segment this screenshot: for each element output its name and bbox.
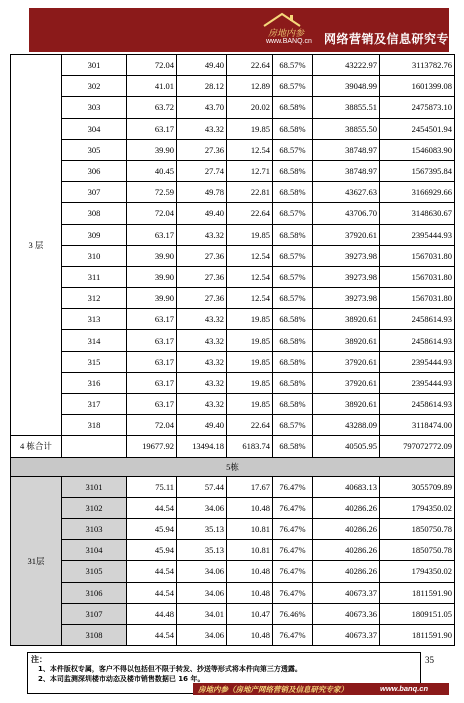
notes-heading: 注： <box>31 655 47 664</box>
inner-area-cell: 49.40 <box>177 415 227 436</box>
area-cell: 63.17 <box>127 372 177 393</box>
unit-price-cell: 43706.70 <box>313 203 380 224</box>
unit-price-cell: 40673.37 <box>313 582 380 603</box>
unit-price-cell: 39048.99 <box>313 76 380 97</box>
unit-cell: 304 <box>62 118 127 139</box>
unit-cell: 311 <box>62 266 127 287</box>
ratio-cell: 76.47% <box>273 624 313 645</box>
area-cell: 44.54 <box>127 497 177 518</box>
inner-area-cell: 43.32 <box>177 309 227 330</box>
unit-cell: 302 <box>62 76 127 97</box>
ratio-cell: 68.57% <box>273 415 313 436</box>
area-cell: 72.04 <box>127 415 177 436</box>
unit-price-cell: 38855.51 <box>313 97 380 118</box>
unit-cell: 3108 <box>62 624 127 645</box>
unit-price-cell: 40286.26 <box>313 518 380 539</box>
table-row <box>11 118 455 139</box>
ratio-cell: 68.57% <box>273 266 313 287</box>
total-price-cell: 3166929.66 <box>380 182 455 203</box>
table-row <box>11 330 455 351</box>
unit-cell: 318 <box>62 415 127 436</box>
total-price-cell: 2395444.93 <box>380 372 455 393</box>
banner-title: 网络营销及信息研究专家 <box>324 32 462 46</box>
area-cell: 63.17 <box>127 330 177 351</box>
inner-area-cell: 43.32 <box>177 372 227 393</box>
total-price-cell: 1811591.90 <box>380 582 455 603</box>
building-label: 5栋 <box>11 457 455 476</box>
unit-cell: 312 <box>62 288 127 309</box>
unit-cell: 303 <box>62 97 127 118</box>
unit-price-cell: 40673.37 <box>313 624 380 645</box>
area-cell: 41.01 <box>127 76 177 97</box>
ratio-cell: 68.58% <box>273 351 313 372</box>
unit-price-cell: 40286.26 <box>313 561 380 582</box>
unit-price-cell: 38920.61 <box>313 309 380 330</box>
area-cell: 63.17 <box>127 309 177 330</box>
unit-cell: 309 <box>62 224 127 245</box>
shared-area-cell: 10.81 <box>227 540 273 561</box>
area-cell: 44.54 <box>127 561 177 582</box>
inner-area-cell: 49.40 <box>177 203 227 224</box>
table-row <box>11 394 455 415</box>
shared-area-cell: 22.64 <box>227 415 273 436</box>
ratio-cell: 68.58% <box>273 330 313 351</box>
table-row <box>11 266 455 287</box>
unit-price-cell: 40286.26 <box>313 497 380 518</box>
ratio-cell: 68.58% <box>273 160 313 181</box>
table-row <box>11 351 455 372</box>
ratio-cell: 76.47% <box>273 476 313 497</box>
ratio-cell: 68.57% <box>273 55 313 76</box>
shared-area-cell: 12.54 <box>227 266 273 287</box>
area-cell: 63.72 <box>127 97 177 118</box>
unit-price-cell: 38920.61 <box>313 394 380 415</box>
shared-area-cell: 19.85 <box>227 330 273 351</box>
total-price-cell: 3113782.76 <box>380 55 455 76</box>
ratio-cell: 68.58% <box>273 182 313 203</box>
area-cell: 40.45 <box>127 160 177 181</box>
table-row <box>11 603 455 624</box>
inner-area-cell: 43.70 <box>177 97 227 118</box>
total-cell: 68.58% <box>273 436 313 457</box>
table-row <box>11 309 455 330</box>
inner-area-cell: 28.12 <box>177 76 227 97</box>
inner-area-cell: 27.36 <box>177 139 227 160</box>
total-cell <box>62 436 127 457</box>
brand-url: www.BANQ.cn <box>266 38 312 45</box>
unit-cell: 310 <box>62 245 127 266</box>
unit-price-cell: 38748.97 <box>313 160 380 181</box>
area-cell: 63.17 <box>127 394 177 415</box>
area-cell: 63.17 <box>127 224 177 245</box>
ratio-cell: 68.58% <box>273 118 313 139</box>
inner-area-cell: 43.32 <box>177 394 227 415</box>
shared-area-cell: 12.54 <box>227 139 273 160</box>
table-row <box>11 518 455 539</box>
total-price-cell: 1794350.02 <box>380 561 455 582</box>
ratio-cell: 68.57% <box>273 245 313 266</box>
area-cell: 39.90 <box>127 139 177 160</box>
total-price-cell: 3118474.00 <box>380 415 455 436</box>
shared-area-cell: 10.48 <box>227 561 273 582</box>
area-cell: 45.94 <box>127 540 177 561</box>
inner-area-cell: 34.06 <box>177 561 227 582</box>
total-price-cell: 1794350.02 <box>380 497 455 518</box>
table-row <box>11 224 455 245</box>
area-cell: 39.90 <box>127 288 177 309</box>
shared-area-cell: 20.02 <box>227 97 273 118</box>
ratio-cell: 76.46% <box>273 603 313 624</box>
unit-price-cell: 37920.61 <box>313 351 380 372</box>
table-row <box>11 372 455 393</box>
unit-cell: 308 <box>62 203 127 224</box>
inner-area-cell: 43.32 <box>177 330 227 351</box>
shared-area-cell: 12.89 <box>227 76 273 97</box>
table-row <box>11 160 455 181</box>
total-price-cell: 1850750.78 <box>380 518 455 539</box>
total-cell: 40505.95 <box>313 436 380 457</box>
ratio-cell: 76.47% <box>273 561 313 582</box>
unit-cell: 3103 <box>62 518 127 539</box>
table-row <box>11 561 455 582</box>
inner-area-cell: 34.06 <box>177 497 227 518</box>
unit-price-cell: 39273.98 <box>313 288 380 309</box>
table-row <box>11 203 455 224</box>
footer-brand: 房地内参（房地产网络营销及信息研究专家） <box>198 685 348 694</box>
unit-cell: 315 <box>62 351 127 372</box>
total-row <box>11 436 455 457</box>
table-row <box>11 245 455 266</box>
inner-area-cell: 35.13 <box>177 540 227 561</box>
table-row <box>11 540 455 561</box>
unit-cell: 3104 <box>62 540 127 561</box>
area-cell: 44.54 <box>127 582 177 603</box>
shared-area-cell: 19.85 <box>227 309 273 330</box>
table-row <box>11 288 455 309</box>
shared-area-cell: 12.54 <box>227 288 273 309</box>
unit-price-cell: 39273.98 <box>313 245 380 266</box>
shared-area-cell: 12.54 <box>227 245 273 266</box>
unit-cell: 3107 <box>62 603 127 624</box>
shared-area-cell: 19.85 <box>227 394 273 415</box>
shared-area-cell: 19.85 <box>227 351 273 372</box>
shared-area-cell: 22.81 <box>227 182 273 203</box>
table-row <box>11 139 455 160</box>
unit-price-cell: 40286.26 <box>313 540 380 561</box>
shared-area-cell: 17.67 <box>227 476 273 497</box>
building-header-row <box>11 457 455 476</box>
shared-area-cell: 10.47 <box>227 603 273 624</box>
shared-area-cell: 10.81 <box>227 518 273 539</box>
ratio-cell: 68.57% <box>273 203 313 224</box>
unit-price-cell: 40673.36 <box>313 603 380 624</box>
inner-area-cell: 34.06 <box>177 624 227 645</box>
inner-area-cell: 34.06 <box>177 582 227 603</box>
unit-price-cell: 39273.98 <box>313 266 380 287</box>
area-cell: 72.59 <box>127 182 177 203</box>
ratio-cell: 68.57% <box>273 288 313 309</box>
ratio-cell: 68.58% <box>273 372 313 393</box>
floor-label: 3 层 <box>11 55 62 436</box>
unit-cell: 3106 <box>62 582 127 603</box>
total-price-cell: 2475873.10 <box>380 97 455 118</box>
inner-area-cell: 27.36 <box>177 288 227 309</box>
unit-price-cell: 43222.97 <box>313 55 380 76</box>
page-number: 35 <box>425 655 434 665</box>
brand-name: 房地内参 <box>268 29 305 39</box>
area-cell: 39.90 <box>127 266 177 287</box>
shared-area-cell: 22.64 <box>227 203 273 224</box>
ratio-cell: 68.58% <box>273 97 313 118</box>
shared-area-cell: 10.48 <box>227 582 273 603</box>
total-price-cell: 1811591.90 <box>380 624 455 645</box>
floor-label: 31层 <box>11 476 62 646</box>
total-cell: 19677.92 <box>127 436 177 457</box>
unit-cell: 3101 <box>62 476 127 497</box>
shared-area-cell: 22.64 <box>227 55 273 76</box>
inner-area-cell: 43.32 <box>177 224 227 245</box>
shared-area-cell: 12.71 <box>227 160 273 181</box>
area-cell: 72.04 <box>127 203 177 224</box>
total-label: 4 栋合计 <box>11 436 62 457</box>
total-price-cell: 1850750.78 <box>380 540 455 561</box>
unit-price-cell: 40683.13 <box>313 476 380 497</box>
inner-area-cell: 43.32 <box>177 118 227 139</box>
inner-area-cell: 49.78 <box>177 182 227 203</box>
unit-cell: 305 <box>62 139 127 160</box>
table-row <box>11 476 455 497</box>
total-price-cell: 1809151.05 <box>380 603 455 624</box>
total-price-cell: 2395444.93 <box>380 224 455 245</box>
unit-price-cell: 37920.61 <box>313 372 380 393</box>
ratio-cell: 68.58% <box>273 224 313 245</box>
inner-area-cell: 57.44 <box>177 476 227 497</box>
area-cell: 45.94 <box>127 518 177 539</box>
shared-area-cell: 19.85 <box>227 118 273 139</box>
total-cell: 797072772.09 <box>380 436 455 457</box>
total-price-cell: 1567031.80 <box>380 266 455 287</box>
table-row <box>11 624 455 645</box>
ratio-cell: 76.47% <box>273 540 313 561</box>
unit-price-cell: 38920.61 <box>313 330 380 351</box>
unit-cell: 314 <box>62 330 127 351</box>
table-row <box>11 97 455 118</box>
ratio-cell: 76.47% <box>273 497 313 518</box>
total-cell: 6183.74 <box>227 436 273 457</box>
unit-cell: 316 <box>62 372 127 393</box>
shared-area-cell: 10.48 <box>227 497 273 518</box>
shared-area-cell: 19.85 <box>227 372 273 393</box>
ratio-cell: 68.57% <box>273 76 313 97</box>
inner-area-cell: 27.74 <box>177 160 227 181</box>
area-cell: 44.48 <box>127 603 177 624</box>
table-row <box>11 76 455 97</box>
inner-area-cell: 27.36 <box>177 245 227 266</box>
unit-price-cell: 43627.63 <box>313 182 380 203</box>
unit-price-cell: 38855.50 <box>313 118 380 139</box>
total-price-cell: 1601399.08 <box>380 76 455 97</box>
table-row <box>11 415 455 436</box>
unit-cell: 3105 <box>62 561 127 582</box>
total-price-cell: 2395444.93 <box>380 351 455 372</box>
table-row <box>11 182 455 203</box>
total-price-cell: 1567395.84 <box>380 160 455 181</box>
inner-area-cell: 43.32 <box>177 351 227 372</box>
total-price-cell: 2458614.93 <box>380 394 455 415</box>
table-row <box>11 497 455 518</box>
ratio-cell: 76.47% <box>273 518 313 539</box>
inner-area-cell: 34.01 <box>177 603 227 624</box>
unit-cell: 307 <box>62 182 127 203</box>
inner-area-cell: 35.13 <box>177 518 227 539</box>
ratio-cell: 68.57% <box>273 139 313 160</box>
shared-area-cell: 10.48 <box>227 624 273 645</box>
area-cell: 39.90 <box>127 245 177 266</box>
inner-area-cell: 49.40 <box>177 55 227 76</box>
ratio-cell: 68.58% <box>273 394 313 415</box>
total-price-cell: 3055709.89 <box>380 476 455 497</box>
total-price-cell: 1567031.80 <box>380 245 455 266</box>
ratio-cell: 68.58% <box>273 309 313 330</box>
area-cell: 75.11 <box>127 476 177 497</box>
unit-cell: 3102 <box>62 497 127 518</box>
total-price-cell: 3148630.67 <box>380 203 455 224</box>
unit-price-cell: 38748.97 <box>313 139 380 160</box>
total-price-cell: 2454501.94 <box>380 118 455 139</box>
total-price-cell: 1546083.90 <box>380 139 455 160</box>
area-cell: 63.17 <box>127 351 177 372</box>
total-cell: 13494.18 <box>177 436 227 457</box>
unit-cell: 301 <box>62 55 127 76</box>
unit-cell: 313 <box>62 309 127 330</box>
note-line-1: 1、本件版权专属，客户不得以包括但不限于转发、抄送等形式将本件向第三方透露。 <box>38 665 302 673</box>
table-row <box>11 582 455 603</box>
total-price-cell: 2458614.93 <box>380 309 455 330</box>
note-line-2: 2、本司监测深圳楼市动态及楼市销售数据已 16 年。 <box>38 675 205 683</box>
unit-cell: 317 <box>62 394 127 415</box>
table-row <box>11 55 455 76</box>
total-price-cell: 1567031.80 <box>380 288 455 309</box>
inner-area-cell: 27.36 <box>177 266 227 287</box>
unit-price-cell: 43288.09 <box>313 415 380 436</box>
unit-cell: 306 <box>62 160 127 181</box>
sales-table <box>10 54 455 646</box>
total-price-cell: 2458614.93 <box>380 330 455 351</box>
area-cell: 63.17 <box>127 118 177 139</box>
footer-url: www.banq.cn <box>380 684 429 693</box>
area-cell: 44.54 <box>127 624 177 645</box>
unit-price-cell: 37920.61 <box>313 224 380 245</box>
area-cell: 72.04 <box>127 55 177 76</box>
shared-area-cell: 19.85 <box>227 224 273 245</box>
ratio-cell: 76.47% <box>273 582 313 603</box>
